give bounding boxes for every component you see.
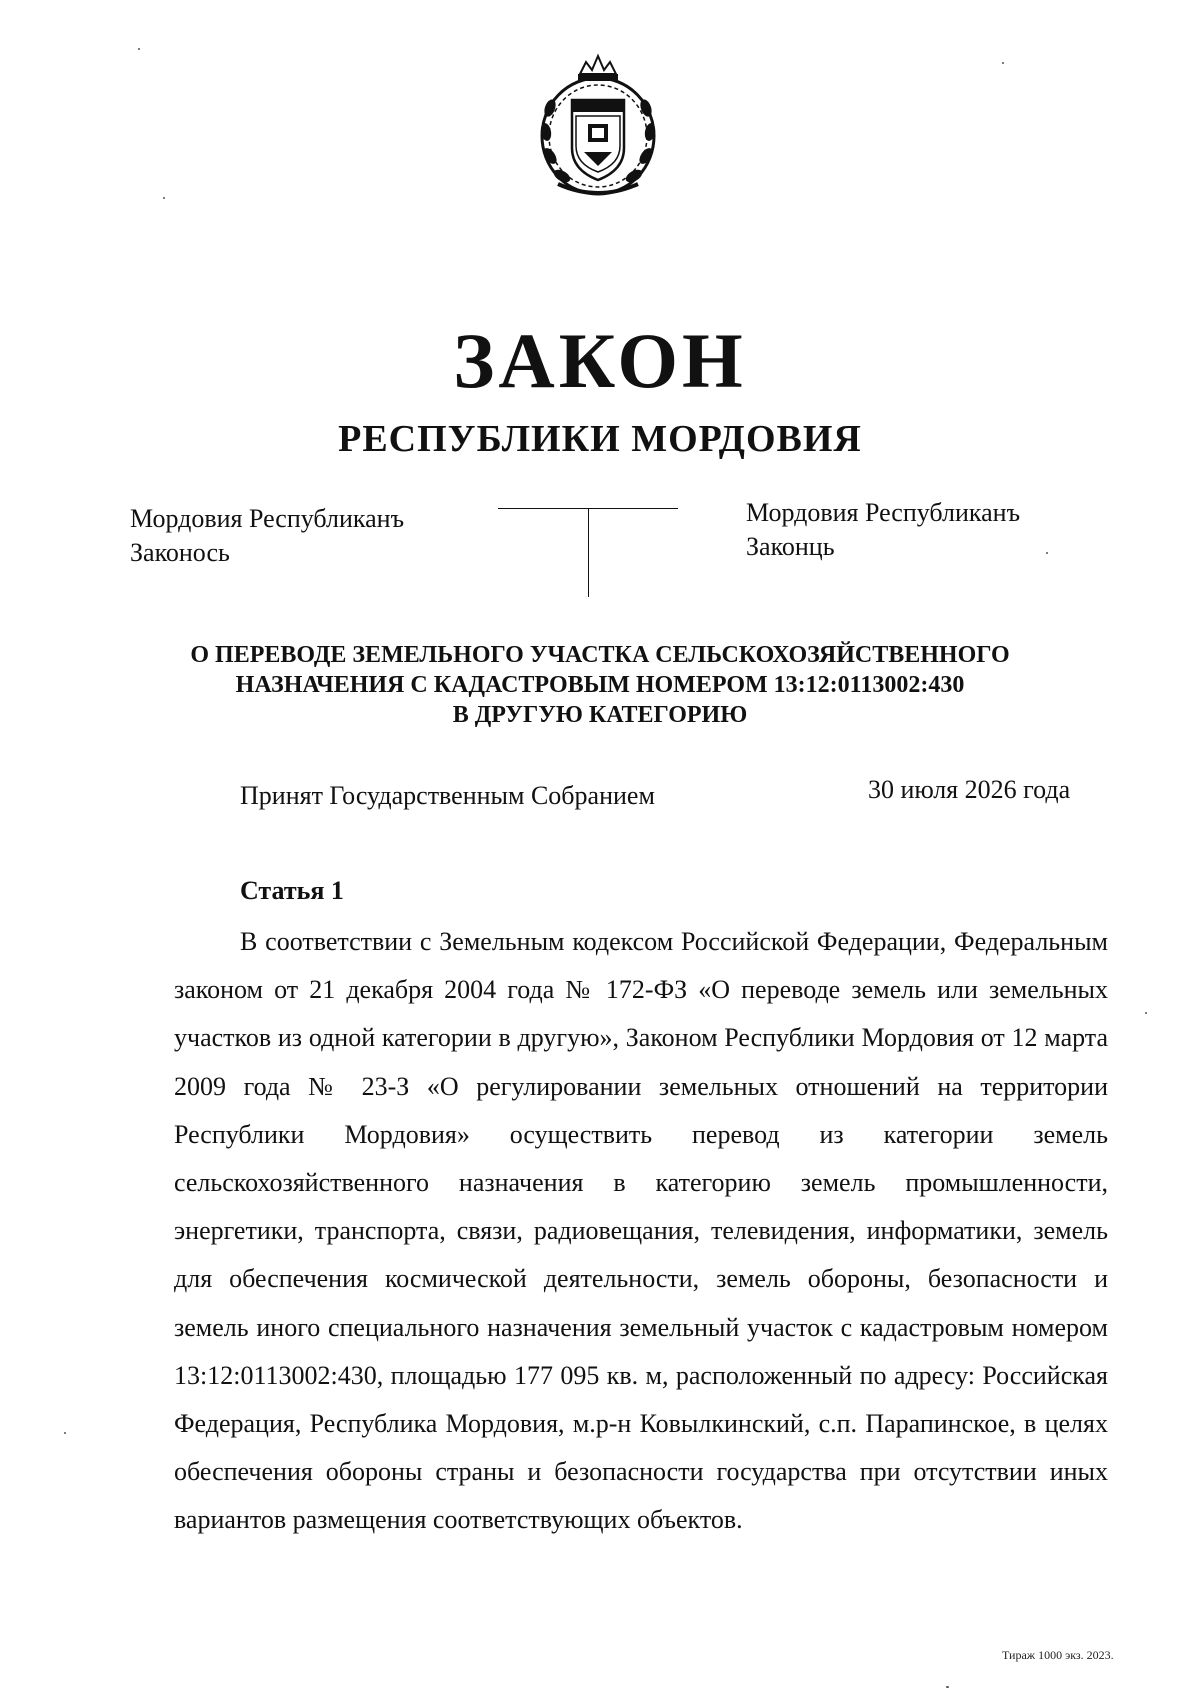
scan-speck xyxy=(946,1686,949,1688)
adoption-date: 30 июля 2026 года xyxy=(868,775,1071,804)
mordovian-title-right-line2: Законць xyxy=(746,532,835,561)
mordovian-title-right xyxy=(746,496,1106,564)
scan-speck xyxy=(1002,62,1004,64)
scan-speck xyxy=(138,48,140,50)
article-text: В соответствии с Земельным кодексом Российской Федерации, Федеральным законом от 21 декабря 2004 года № 172-ФЗ «О переводе земель или земельных участков из одной категории в другую», Законом Республики Мордовия от 12 марта 2009 года № 23-З «О регулировании земельных отношений на территории Республики Мордовия» осуществить перевод из категории земель сельскохозяйственного назначения в категорию земель промышленности, энергетики, транспорта, связи, радиовещания, телевидения, информатики, земель для обеспечения космической деятельности, земель обороны, безопасности и земель иного специального назначения земельный участок с кадастровым номером 13:12:0113002:430, площадью 177 095 кв. м, расположенный по адресу: Российская Федерация, Республика Мордовия, м.р-н Ковылкинский, с.п. Парапинское, в целях обеспечения обороны страны и безопасности государства при отсутствии иных вариантов размещения соответствующих объектов. xyxy=(174,927,1108,1535)
print-run-note: Тираж 1000 экз. 2023. xyxy=(1002,1648,1114,1662)
mordovian-title-left-line1: Мордовия Республиканъ xyxy=(130,504,405,533)
mordovian-title-right-line1: Мордовия Республиканъ xyxy=(746,498,1021,527)
law-title-line3: В ДРУГУЮ КАТЕГОРИЮ xyxy=(452,702,748,728)
document-title: ЗАКОН xyxy=(453,317,747,404)
scan-speck xyxy=(1145,1012,1147,1014)
number-line-vertical xyxy=(588,509,589,597)
article-heading: Статья 1 xyxy=(240,876,344,905)
scan-speck xyxy=(1046,552,1048,554)
law-title xyxy=(0,640,1200,730)
mordovian-title-left xyxy=(130,502,470,570)
law-title-line1: О ПЕРЕВОДЕ ЗЕМЕЛЬНОГО УЧАСТКА СЕЛЬСКОХОЗЯЙСТВЕННОГО xyxy=(190,642,1010,668)
document-subtitle: РЕСПУБЛИКИ МОРДОВИЯ xyxy=(338,418,862,460)
mordovian-title-left-line2: Законось xyxy=(130,538,230,567)
adoption-label: Принят Государственным Собранием xyxy=(240,781,655,810)
scan-speck xyxy=(64,1432,66,1434)
scan-speck xyxy=(163,197,165,199)
mordovia-coat-of-arms-icon xyxy=(528,52,668,202)
law-title-line2: НАЗНАЧЕНИЯ С КАДАСТРОВЫМ НОМЕРОМ 13:12:0113002:430 xyxy=(235,672,965,698)
